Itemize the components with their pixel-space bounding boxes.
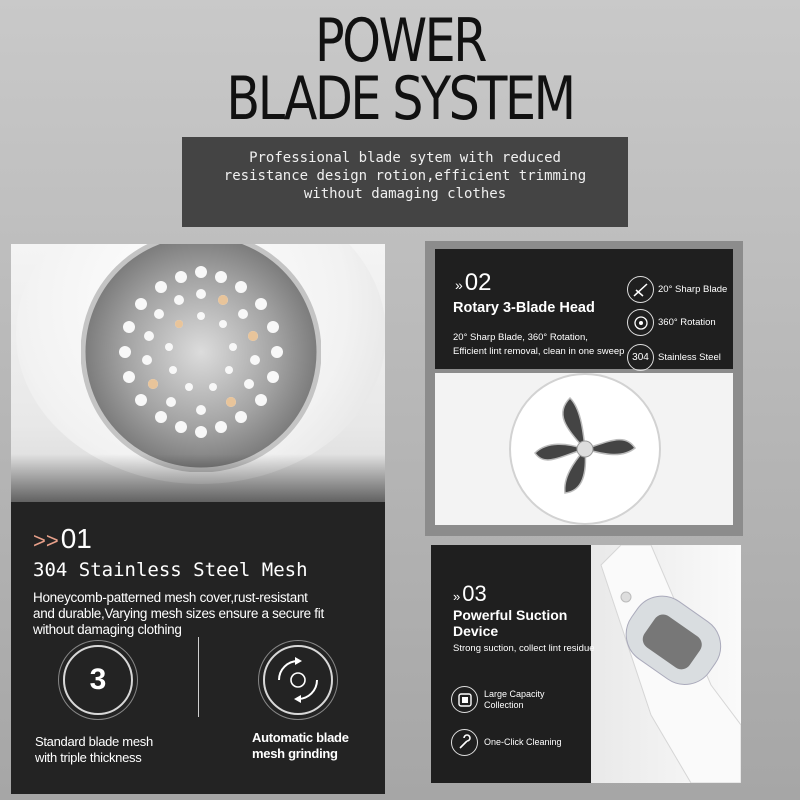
rotary-blade-icon — [435, 373, 733, 525]
section-heading: Rotary 3-Blade Head — [453, 300, 595, 316]
description-line: Honeycomb-patterned mesh cover,rust-resistant — [33, 590, 308, 605]
feature-label — [484, 689, 545, 711]
suction-photo — [591, 545, 741, 783]
vacuum-device-icon — [591, 545, 741, 783]
section-description — [33, 590, 353, 638]
section-heading — [453, 607, 567, 639]
caption-line: Automatic blade — [252, 730, 349, 745]
caption-line: Standard blade mesh — [35, 734, 153, 749]
description-line: and durable,Varying mesh sizes ensure a secure fit — [33, 606, 324, 621]
caption-line: mesh grinding — [252, 746, 338, 761]
heading-line: Device — [453, 623, 499, 639]
feature-label-line: Large Capacity — [484, 688, 545, 699]
section-description: Strong suction, collect lint residue — [453, 643, 595, 654]
blade-photo — [435, 373, 733, 525]
section-number — [33, 523, 92, 555]
section-description — [453, 331, 624, 359]
grinding-icon — [263, 645, 333, 715]
section-number — [453, 581, 487, 607]
blade-panel — [425, 241, 743, 536]
divider — [198, 637, 199, 717]
intro-box — [182, 137, 628, 227]
caption-line: with triple thickness — [35, 750, 142, 765]
badge-304-icon: 304 — [627, 344, 654, 371]
blade-info — [435, 249, 733, 369]
section-number-value: 02 — [464, 269, 492, 296]
feature-label: 360° Rotation — [658, 317, 716, 328]
blade-icon — [627, 276, 654, 303]
section-number-value: 03 — [462, 581, 487, 606]
intro-line: Professional blade sytem with reduced — [249, 150, 561, 166]
wrench-icon — [451, 729, 478, 756]
mesh-panel — [11, 244, 385, 794]
description-line: 20° Sharp Blade, 360° Rotation, — [453, 332, 588, 343]
feature-rotation — [627, 309, 716, 336]
chevron-icon: » — [453, 589, 461, 604]
feature-stainless — [627, 344, 721, 371]
photo-shadow — [11, 454, 385, 502]
feature-label-line: Collection — [484, 699, 524, 710]
feature-label: 20° Sharp Blade — [658, 284, 728, 295]
intro-line: resistance design rotion,efficient trimming — [223, 168, 587, 184]
feature-cleaning — [451, 729, 562, 756]
feature-label: Stainless Steel — [658, 352, 721, 363]
triple-thickness-icon: 3 — [63, 645, 133, 715]
feature-capacity — [451, 686, 545, 713]
feature-caption — [35, 734, 153, 766]
section-heading: 304 Stainless Steel Mesh — [33, 559, 308, 581]
feature-sharp-blade — [627, 276, 727, 303]
description-line: without damaging clothing — [33, 622, 182, 637]
chevron-icon: >> — [33, 528, 59, 553]
title-line-1: POWER — [314, 6, 486, 76]
feature-caption — [252, 730, 349, 762]
capacity-icon — [451, 686, 478, 713]
feature-label-line: One-Click Cleaning — [484, 737, 562, 747]
suction-panel — [431, 545, 741, 783]
chevron-icon: » — [455, 277, 463, 293]
title-line-2: BLADE SYSTEM — [226, 64, 574, 134]
feature-label — [484, 737, 562, 748]
section-number-value: 01 — [60, 523, 92, 554]
heading-line: Powerful Suction — [453, 607, 568, 623]
intro-line: without damaging clothes — [303, 186, 507, 202]
section-number — [455, 269, 492, 297]
rotation-icon — [627, 309, 654, 336]
steel-mesh-icon — [81, 244, 321, 472]
description-line: Efficient lint removal, clean in one sweep — [453, 346, 625, 357]
